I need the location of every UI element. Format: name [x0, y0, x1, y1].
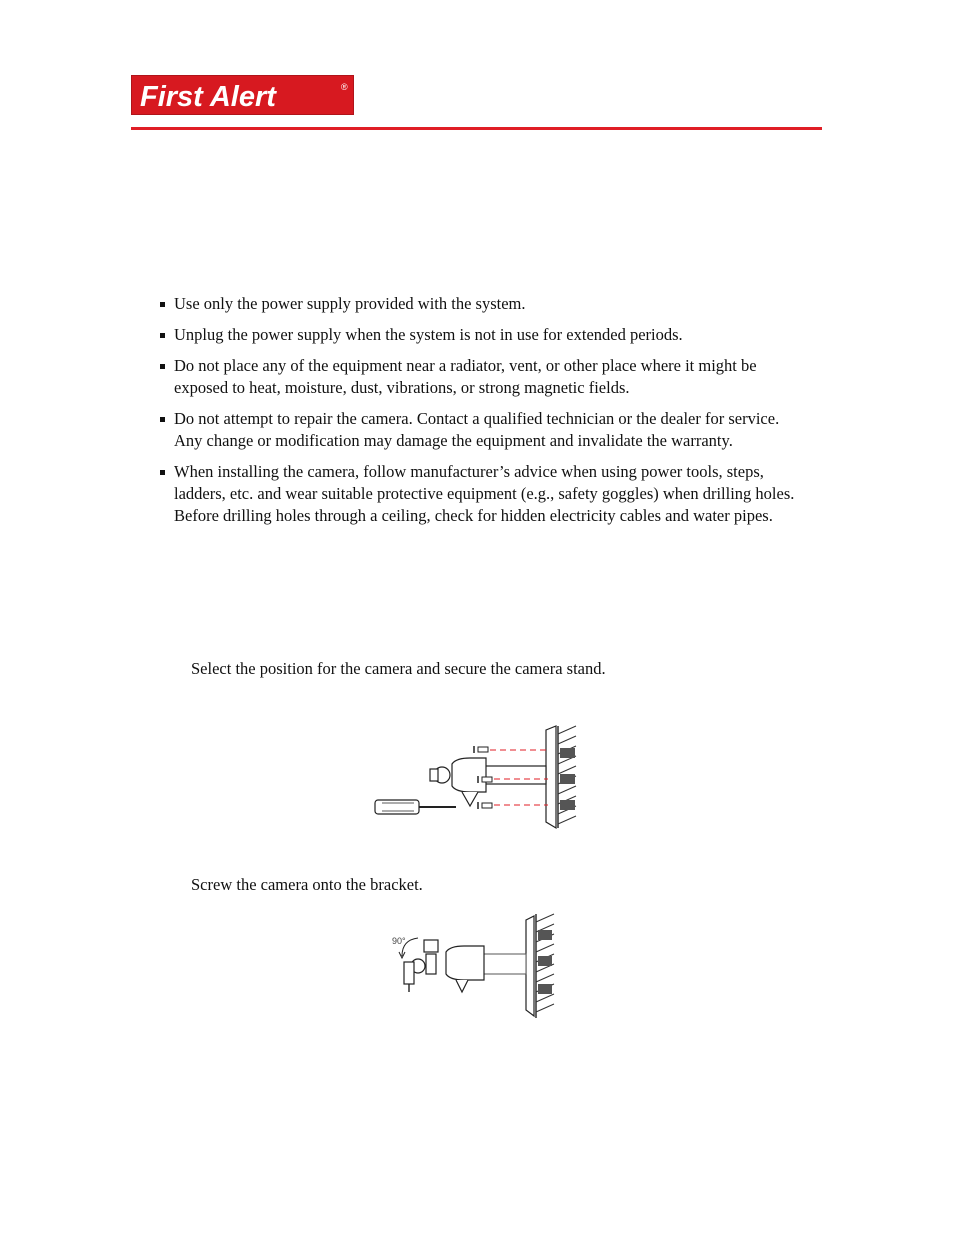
stand-foot: [456, 980, 468, 992]
screwdriver-icon: [375, 800, 456, 814]
registered-mark: ®: [341, 82, 348, 92]
step-1-text: Select the position for the camera and secure the camera stand.: [191, 659, 606, 678]
bullet-icon: [160, 470, 165, 475]
bullet-icon: [160, 417, 165, 422]
camera-stand: [446, 946, 484, 980]
first-alert-logo: [131, 75, 354, 115]
screw-icon: [474, 746, 488, 753]
safety-list: [160, 293, 800, 536]
camera-stand: [452, 758, 486, 792]
bracket-arm: [484, 766, 546, 784]
list-item-text: Use only the power supply provided with the system.: [174, 294, 526, 313]
mounting-plate: [546, 726, 556, 828]
list-item-text: Do not attempt to repair the camera. Contact a qualified technician or the dealer for service. Any change or modification may damage the equipment and invalidate the warranty.: [174, 409, 780, 450]
list-item: [160, 408, 800, 452]
list-item: [160, 461, 800, 527]
list-item: [160, 293, 800, 315]
wall-anchor: [560, 748, 575, 758]
camera-attach-illustration: [388, 910, 563, 1022]
wall-anchor: [538, 930, 552, 940]
wall-anchor: [538, 956, 552, 966]
list-item: [160, 324, 800, 346]
list-item-text: Do not place any of the equipment near a radiator, vent, or other place where it might be exposed to heat, moisture, dust, vibrations, or strong magnetic fields.: [174, 356, 757, 397]
screw-icon: [478, 802, 492, 809]
logo-text: First Alert: [140, 81, 276, 113]
joint-knob: [430, 769, 438, 781]
rotation-label: 90°: [392, 936, 406, 946]
list-item-text: When installing the camera, follow manufacturer’s advice when using power tools, steps, ladders, etc. and wear suitable protective equipment (e.g., safety goggles) when drilling holes. Before drilling holes through a ceiling, check for hidden electricity cables and water pipes.: [174, 462, 795, 525]
mounting-plate: [526, 916, 534, 1016]
bullet-icon: [160, 302, 165, 307]
stand-foot: [462, 792, 478, 806]
mounting-illustration: [370, 722, 585, 834]
header-rule: [131, 127, 822, 130]
bullet-icon: [160, 333, 165, 338]
wall-anchor: [538, 984, 552, 994]
bracket-arm: [482, 954, 526, 974]
camera-icon: [404, 940, 438, 992]
wall-anchor: [560, 800, 575, 810]
wall-anchor: [560, 774, 575, 784]
list-item-text: Unplug the power supply when the system is not in use for extended periods.: [174, 325, 683, 344]
step-2-text: Screw the camera onto the bracket.: [191, 875, 423, 894]
list-item: [160, 355, 800, 399]
bullet-icon: [160, 364, 165, 369]
